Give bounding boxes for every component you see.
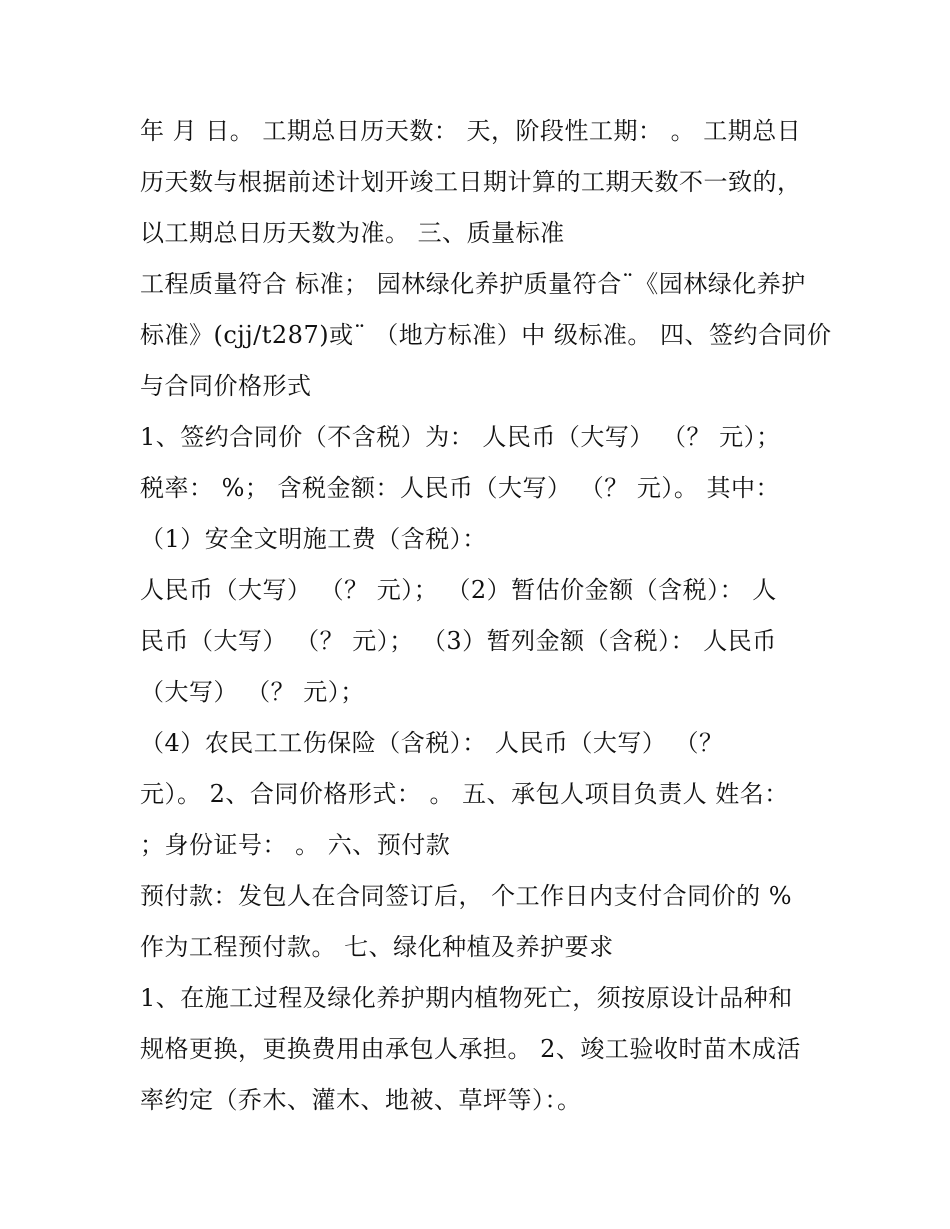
text-line: 作为工程预付款。 七、绿化种植及养护要求 <box>140 933 614 961</box>
text-line: ；身份证号： 。 六、预付款 <box>140 831 451 859</box>
document-body <box>140 106 832 1126</box>
text-line: 以工期总日历天数为准。 三、质量标准 <box>140 219 565 247</box>
text-line: 规格更换，更换费用由承包人承担。 2、竣工验收时苗木成活 <box>140 1035 801 1063</box>
text-line: 与合同价格形式 <box>140 372 312 400</box>
text-line: 1、签约合同价（不含税）为： 人民币（大写） （？ 元）； <box>140 423 781 451</box>
text-line: 预付款：发包人在合同签订后， 个工作日内支付合同价的 % <box>140 882 793 910</box>
text-line: （大写） （？ 元）； <box>140 678 365 706</box>
text-line: 人民币（大写） （？ 元）； （2）暂估价金额（含税）： 人 <box>140 576 777 604</box>
text-line: 民币（大写） （？ 元）； （3）暂列金额（含税）： 人民币 <box>140 627 777 655</box>
text-line: 1、在施工过程及绿化养护期内植物死亡，须按原设计品种和 <box>140 984 793 1012</box>
text-line: 工程质量符合 标准； 园林绿化养护质量符合¨《园林绿化养护 <box>140 270 806 298</box>
text-line: 税率： %； 含税金额：人民币（大写） （？ 元）。 其中： <box>140 474 780 502</box>
text-line: 率约定（乔木、灌木、地被、草坪等）：。 <box>140 1086 582 1114</box>
text-line: 历天数与根据前述计划开竣工日期计算的工期天数不一致的， <box>140 168 802 196</box>
text-line: （1）安全文明施工费（含税）： <box>140 525 487 553</box>
text-line: 元）。 2、合同价格形式： 。 五、承包人项目负责人 姓名： <box>140 780 789 808</box>
text-line: 标准》(cjj/t287)或¨ （地方标准）中 级标准。 四、签约合同价 <box>140 321 832 349</box>
text-line: 年 月 日。 工期总日历天数： 天，阶段性工期： 。 工期总日 <box>140 117 802 145</box>
text-line: （4）农民工工伤保险（含税）： 人民币（大写） （？ <box>140 729 724 757</box>
